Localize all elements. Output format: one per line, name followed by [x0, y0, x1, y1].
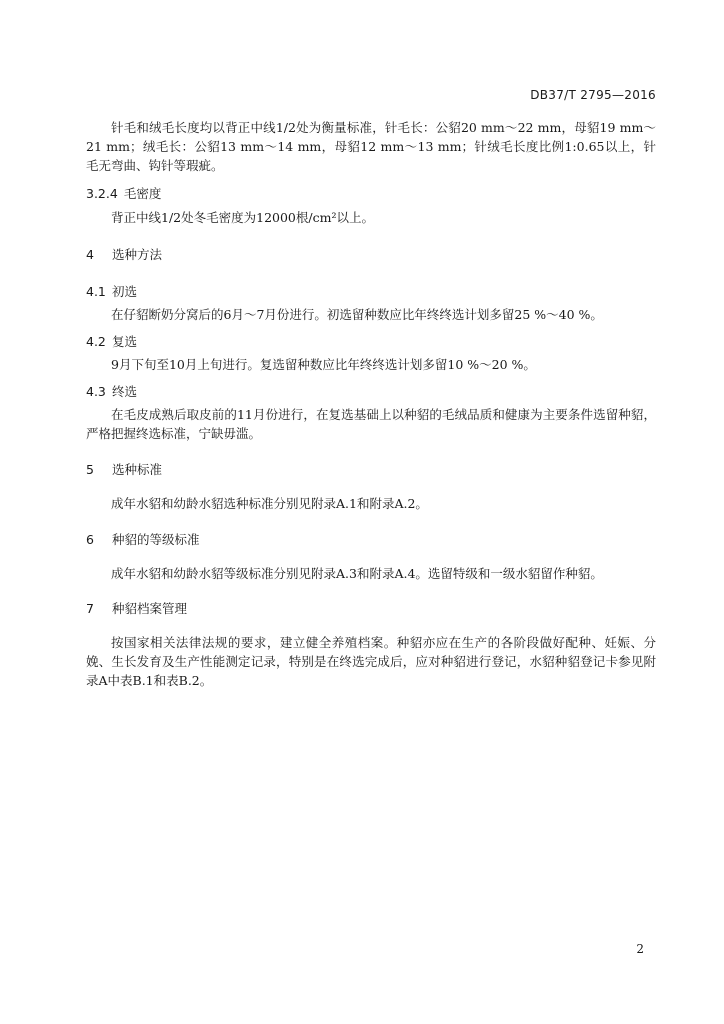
paragraph-grade-standard: 成年水貂和幼龄水貂等级标准分别见附录A.3和附录A.4。选留特级和一级水貂留作种貂。 — [111, 566, 603, 581]
section-number: 4 — [86, 247, 94, 262]
section-heading-4-1 — [86, 282, 656, 301]
paragraph-hair-density: 背正中线1/2处冬毛密度为12000根/cm²以上。 — [111, 210, 374, 225]
section-title: 选种方法 — [112, 247, 163, 262]
section-number: 4.3 — [86, 384, 106, 399]
section-title: 种貂档案管理 — [112, 601, 188, 616]
section-heading-7 — [86, 599, 656, 618]
section-title: 终选 — [112, 384, 138, 399]
section-title: 种貂的等级标准 — [112, 532, 200, 547]
paragraph-second-selection: 9月下旬至10月上旬进行。复选留种数应比年终终选计划多留10 %～20 %。 — [111, 357, 536, 372]
section-title: 初选 — [112, 284, 138, 299]
section-heading-3-2-4 — [86, 184, 656, 203]
section-heading-6 — [86, 530, 656, 549]
section-heading-4-2 — [86, 332, 656, 351]
section-number: 4.2 — [86, 334, 106, 349]
section-number: 7 — [86, 601, 94, 616]
paragraph-initial-selection: 在仔貂断奶分窝后的6月～7月份进行。初选留种数应比年终终选计划多留25 %～40 %。 — [111, 307, 603, 322]
paragraph-final-selection: 在毛皮成熟后取皮前的11月份进行，在复选基础上以种貂的毛绒品质和健康为主要条件选留种貂，严格把握终选标准，宁缺毋滥。 — [86, 407, 656, 441]
page-number: 2 — [636, 942, 644, 956]
section-heading-5 — [86, 460, 656, 479]
section-number: 5 — [86, 462, 94, 477]
paragraph-records-management: 按国家相关法律法规的要求，建立健全养殖档案。种貂亦应在生产的各阶段做好配种、妊娠、分娩、生长发育及生产性能测定记录，特别是在终选完成后，应对种貂进行登记，水貂种貂登记卡参见附录A中表B.1和表B.2。 — [86, 635, 656, 688]
section-number: 3.2.4 — [86, 186, 118, 201]
section-heading-4-3 — [86, 382, 656, 401]
document-body — [86, 118, 656, 690]
section-title: 复选 — [112, 334, 138, 349]
paragraph-selection-standard: 成年水貂和幼龄水貂选种标准分别见附录A.1和附录A.2。 — [111, 496, 428, 511]
section-number: 4.1 — [86, 284, 106, 299]
section-title: 选种标准 — [112, 462, 163, 477]
paragraph-hair-length: 针毛和绒毛长度均以背正中线1/2处为衡量标准，针毛长：公貂20 mm～22 mm，母貂19 mm～21 mm；绒毛长：公貂13 mm～14 mm，母貂12 mm～13 mm；针绒毛长度比例1:0.65以上，针毛无弯曲、钩针等瑕疵。 — [86, 120, 656, 173]
section-heading-4 — [86, 245, 656, 264]
section-number: 6 — [86, 532, 94, 547]
section-title: 毛密度 — [123, 186, 162, 201]
document-id: DB37/T 2795—2016 — [530, 88, 656, 102]
